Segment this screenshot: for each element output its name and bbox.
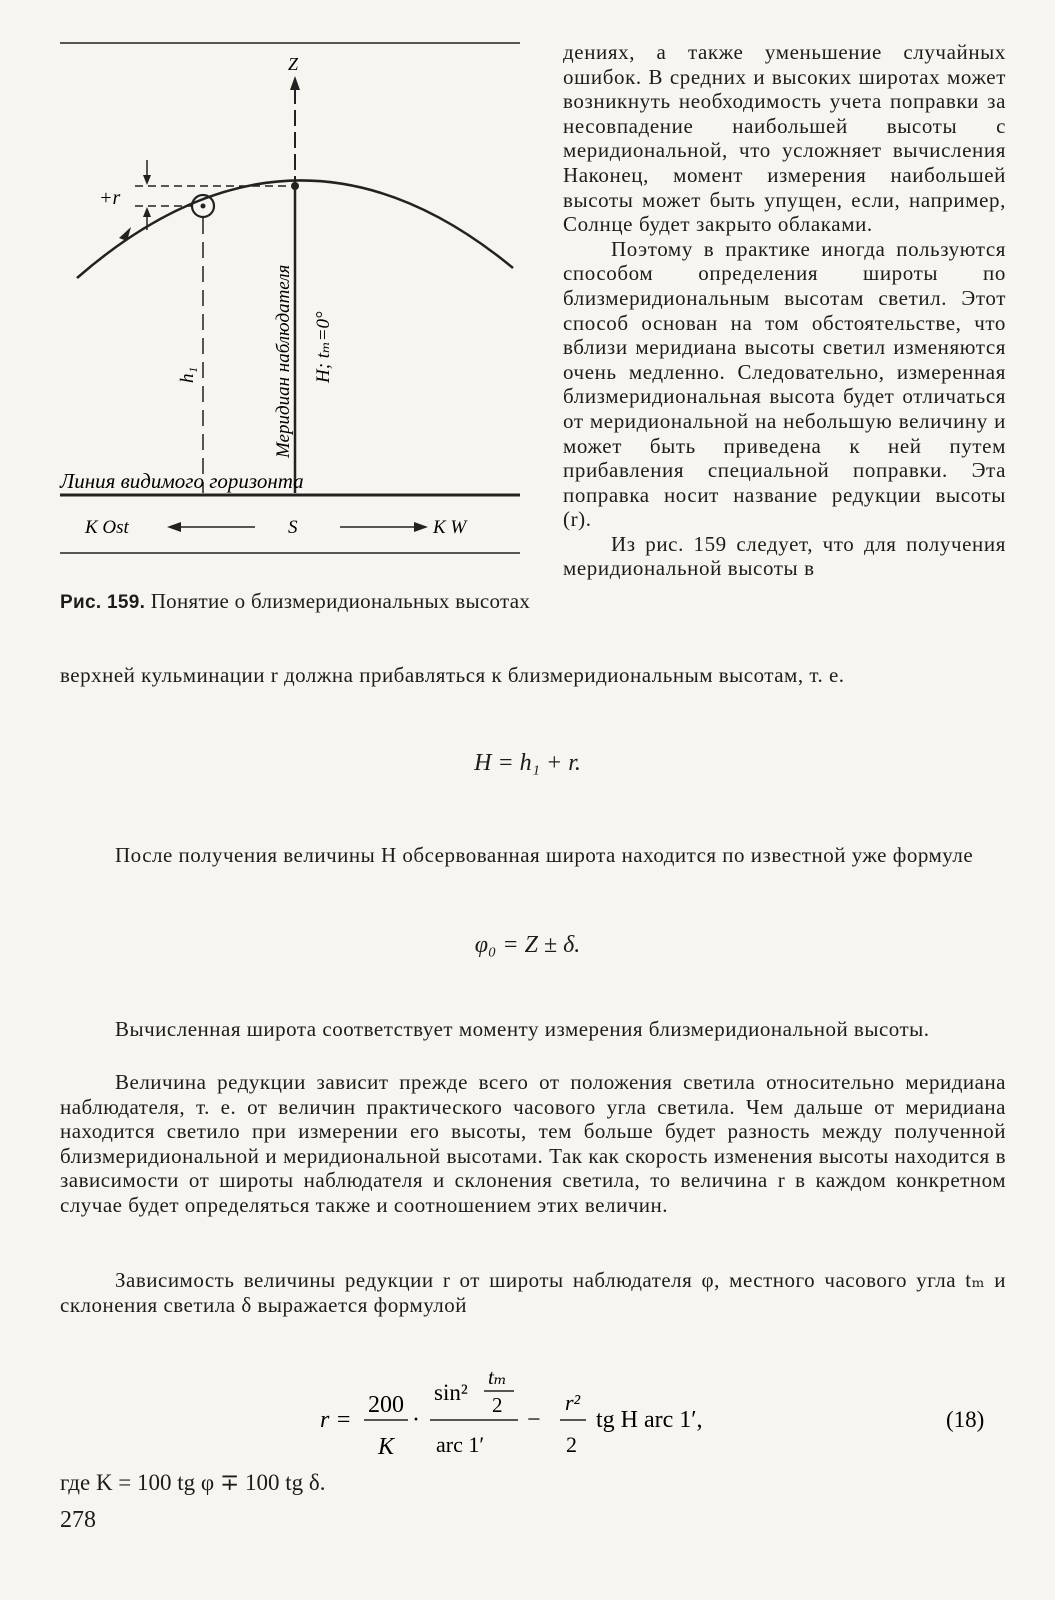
caption-text: Понятие о близмеридиональных высотах [145,589,531,613]
equation-number: (18) [946,1407,985,1432]
page-number: 278 [60,1507,96,1533]
west-arrow-icon [414,522,428,532]
meridian-label: Меридиан наблюдателя [273,264,294,458]
paragraph-2: Поэтому в практике иногда пользуются способом определения широты по близмеридиональным высотам светил. Этот способ основан на том обстоятельстве, что вблизи меридиана высоты светил изменяются очень медленно. Следовательно, измеренная близмеридиональная высота будет отличаться от меридиональной на небольшую величину и может быть приведена к ней путем прибавления специальной поправки. Эта поправка носит название редукции высоты (r). [563,236,1006,532]
culmination-point [291,182,299,190]
east-arrow-icon [167,522,181,532]
formula-H: H = h₁ + r. [474,750,581,776]
two-denominator: 2 [566,1432,577,1457]
formula-phi: φ₀ = Z ± δ. [474,932,581,958]
formula-lhs: r = [320,1407,352,1433]
h1-label: h₁ [177,366,198,383]
fraction-200-numerator: 200 [368,1392,404,1418]
figure-159 [55,38,535,568]
paragraph-4: После получения величины H обсервованная широта находится по известной уже формуле [115,843,974,867]
figure-caption [60,588,540,616]
r-squared: r² [565,1390,581,1415]
horizon-label: Линия видимого горизонта [60,469,304,493]
east-label: К Оst [85,517,129,538]
zenith-label: Z [288,54,299,74]
formula-18 [0,1360,1055,1470]
H-tm-label: H; tₘ=0° [313,311,334,383]
zenith-arrow-icon [290,76,300,90]
paragraph-3-continuation: верхней кульминации r должна прибавляться к близмеридиональным высотам, т. е. [60,663,845,687]
paragraph-6: Величина редукции зависит прежде всего от положения светила относительно меридиана наблюдателя, т. е. от величин практического часового угла светила. Чем дальше от меридиана находится светило при измерении его высоты, тем больше будет разность между полученной близмеридиональной и меридиональной высотами. Так как скорость изменения высоты находится в зависимости от широты наблюдателя и склонения светила, то величина r в каждом конкретном случае будет определяться также и соотношением этих величин. [60,1070,1006,1217]
dot-operator: · [412,1407,420,1433]
where-clause: где K = 100 tg φ ∓ 100 tg δ. [60,1470,326,1495]
paragraph-1: дениях, а также уменьшение случайных ошибок. В средних и высоких широтах может возникнуть необходимость учета поправки за несовпадение наибольшей высоты с меридиональной, что усложняет вычисления Наконец, момент измерения наибольшей высоты может быть упущен, если, например, Солнце будет закрыто облаками. [563,40,1006,237]
paragraph-3-start: Из рис. 159 следует, что для получения меридиональной высоты в [563,531,1006,581]
tm-numerator: tₘ [488,1365,507,1389]
tm-denominator: 2 [492,1393,503,1417]
minus-operator: − [527,1407,541,1433]
formula-tail: tg H arc 1′, [596,1407,703,1433]
reduction-label: +r [99,187,121,209]
r-arrow-up-icon [143,207,151,217]
caption-number: Рис. 159. [60,592,146,613]
paragraph-7: Зависимость величины редукции r от широты наблюдателя φ, местного часового угла tₘ и склонения светила δ выражается формулой [60,1268,1006,1317]
r-arrow-down-icon [143,175,151,185]
fraction-K-denominator: K [378,1434,395,1460]
sin-squared: sin² [434,1380,468,1405]
paragraph-5: Вычисленная широта соответствует моменту измерения близмеридиональной высоты. [115,1017,930,1041]
west-label: К W [433,517,467,538]
south-label: S [288,517,298,538]
arc-denominator: arc 1′ [436,1432,485,1457]
right-column [563,40,1006,581]
meridian-diagram [55,38,535,568]
